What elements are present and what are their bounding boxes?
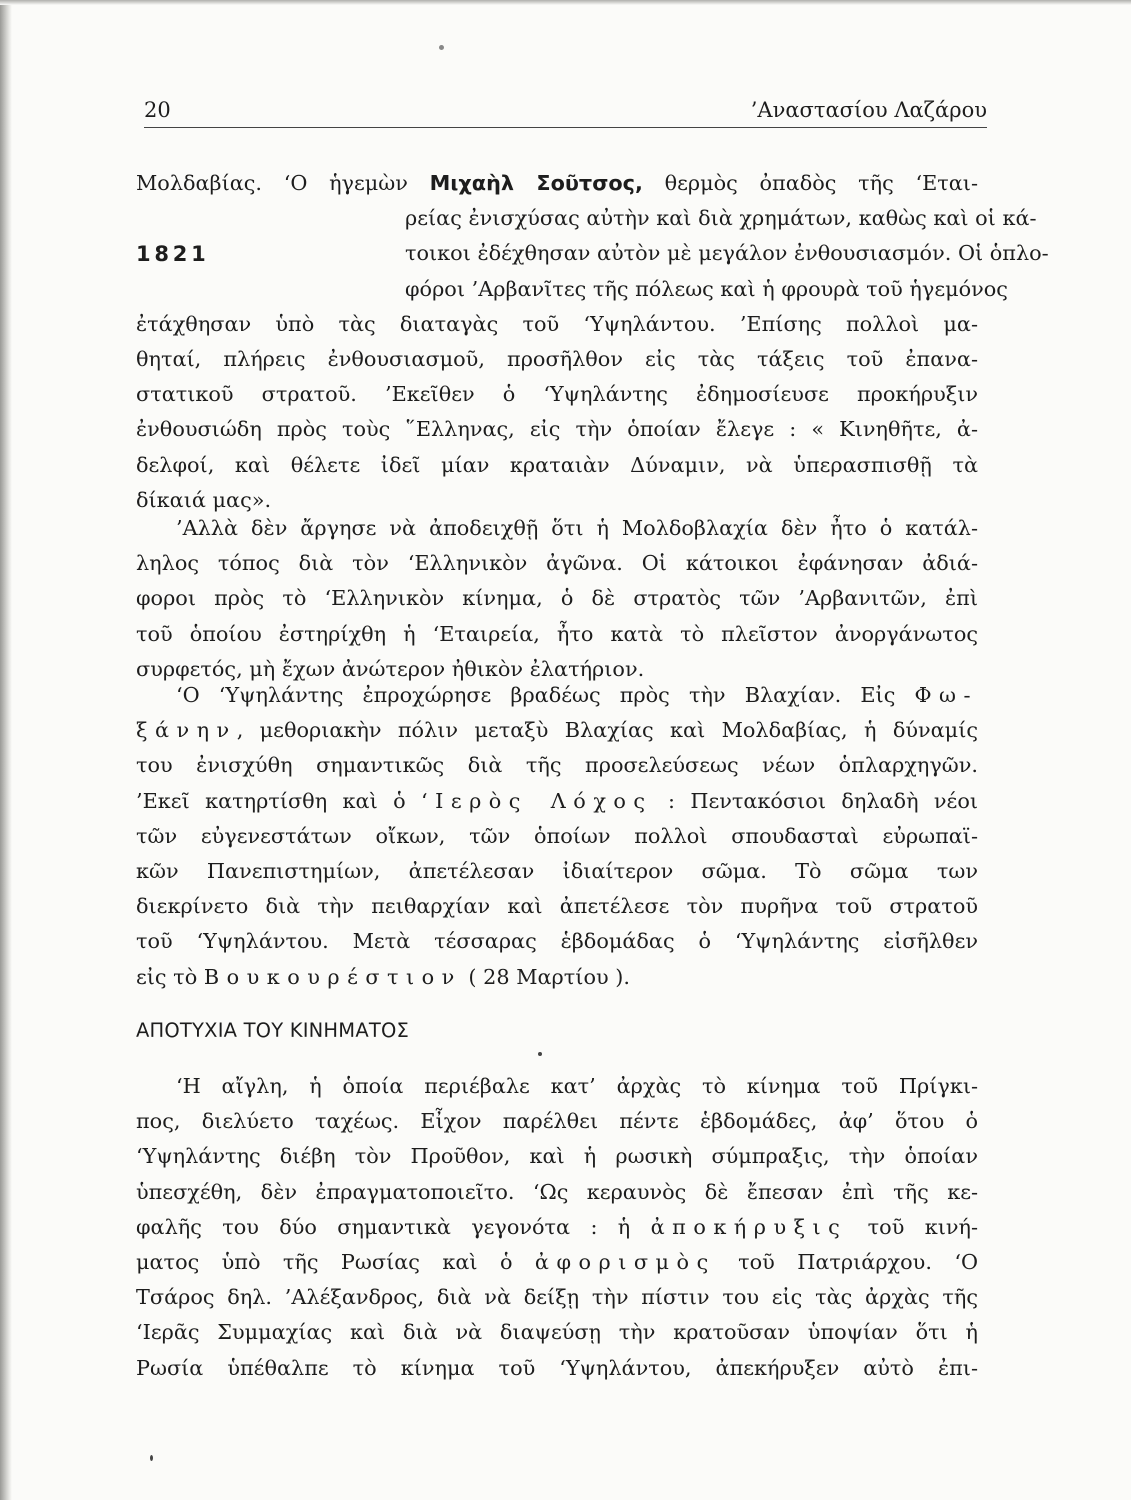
spaced-term: ἀποκήρυξις xyxy=(650,1214,848,1239)
text-line: φοροι πρὸς τὸ ‘Ελληνικὸν κίνημα, ὁ δὲ στρατὸς τῶν ’Αρβανιτῶν, ἐπὶ xyxy=(136,586,978,611)
paragraph-1 xyxy=(136,166,1049,518)
text-run: τοῦ κινή- xyxy=(847,1214,978,1239)
text-line: κῶν Πανεπιστημίων, ἀπετέλεσαν ἰδιαίτερον σῶμα. Τὸ σῶμα των xyxy=(136,858,978,883)
text-line: δελφοί, καὶ θέλετε ἰδεῖ μίαν κραταιὰν Δύναμιν, νὰ ὑπερασπισθῇ τὰ xyxy=(136,452,978,477)
text-line: δίκαιά μας». xyxy=(136,487,272,512)
text-line xyxy=(136,960,978,995)
text-run: θερμὸς ὀπαδὸς τῆς ‘Εται- xyxy=(642,171,978,195)
text-line: ἐνθουσιώδη πρὸς τοὺς ῞Ελληνας, εἰς τὴν ὁποίαν ἔλεγε : « Κινηθῆτε, ἀ- xyxy=(136,417,978,442)
text-line: πος, διελύετο ταχέως. Εἶχον παρέλθει πέντε ἑβδομάδες, ἀφ’ ὅτου ὁ xyxy=(136,1109,978,1134)
text-run: ( 28 Μαρτίου ). xyxy=(461,964,630,989)
text-run: : Πεντακόσιοι δηλαδὴ νέοι xyxy=(652,788,978,813)
text-line: τοῦ ‘Υψηλάντου. Μετὰ τέσσαρας ἑβδομάδας ὁ ‘Υψηλάντης εἰσῆλθεν xyxy=(136,929,978,954)
text-run: ‘Ο ‘Υψηλάντης ἐπροχώρησε βραδέως πρὸς τὴν Βλαχίαν. Εἰς xyxy=(176,683,915,707)
text-run: τοῦ Πατριάρχου. ‘Ο xyxy=(715,1249,979,1274)
scan-top-shadow xyxy=(0,0,1131,5)
text-line xyxy=(136,166,978,201)
paragraph-3 xyxy=(136,678,978,995)
text-line: ‘Ιερᾶς Συμμαχίας καὶ διὰ νὰ διαψεύσῃ τὴν κρατοῦσαν ὑποψίαν ὅτι ἡ xyxy=(136,1320,978,1345)
text-line: στατικοῦ στρατοῦ. ’Εκεῖθεν ὁ ‘Υψηλάντης ἐδημοσίευσε προκήρυξιν xyxy=(136,382,978,407)
scan-speck xyxy=(150,1455,153,1461)
text-line xyxy=(136,1210,978,1245)
text-line: ’Αλλὰ δὲν ἄργησε νὰ ἀποδειχθῇ ὅτι ἡ Μολδοβλαχία δὲν ἦτο ὁ κατάλ- xyxy=(176,516,978,540)
text-line: ληλος τόπος διὰ τὸν ‘Ελληνικὸν ἀγῶνα. Οἱ κάτοικοι ἐφάνησαν ἀδιά- xyxy=(136,551,978,576)
paragraph-2 xyxy=(136,511,978,687)
text-line: του ἐνισχύθη σημαντικῶς διὰ τῆς προσελεύσεως νέων ὁπλαρχηγῶν. xyxy=(136,753,978,778)
text-line: ‘Υψηλάντης διέβη τὸν Προῦθον, καὶ ἡ ρωσικὴ σύμπραξις, τὴν ὁποίαν xyxy=(136,1144,978,1169)
text-line: φόροι ’Αρβανῖτες τῆς πόλεως καὶ ἡ φρουρὰ τοῦ ἡγεμόνος xyxy=(405,276,1008,301)
text-line: ‘Η αἴγλη, ἡ ὁποία περιέβαλε κατ’ ἀρχὰς τὸ κίνημα τοῦ Πρίγκι- xyxy=(176,1074,978,1098)
text-line: ρείας ἐνισχύσας αὐτὴν καὶ διὰ χρημάτων, καθὼς καὶ οἱ κά- xyxy=(405,206,1037,231)
text-line: ὑπεσχέθη, δὲν ἐπραγματοποιεῖτο. ‘Ως κεραυνὸς δὲ ἔπεσαν ἐπὶ τῆς κε- xyxy=(136,1179,978,1204)
text-line xyxy=(136,784,978,819)
text-run: ματος ὑπὸ τῆς Ρωσίας καὶ ὁ xyxy=(136,1249,535,1274)
running-title: ’Αναστασίου Λαζάρου xyxy=(750,98,987,122)
text-line xyxy=(136,678,978,713)
text-line: θηταί, πλήρεις ἐνθουσιασμοῦ, προσῆλθον εἰς τὰς τάξεις τοῦ ἐπανα- xyxy=(136,346,978,371)
text-line: Ρωσία ὑπέθαλπε τὸ κίνημα τοῦ ‘Υψηλάντου, ἀπεκήρυξεν αὐτὸ ἐπι- xyxy=(136,1355,978,1380)
scan-speck xyxy=(439,45,444,50)
scan-speck xyxy=(538,1052,542,1056)
paragraph-4 xyxy=(136,1069,978,1386)
text-line: τοικοι ἐδέχθησαν αὐτὸν μὲ μεγάλον ἐνθουσιασμόν. Οἱ ὁπλο- xyxy=(405,241,1049,266)
spaced-place-name: ξάνην xyxy=(136,718,237,743)
text-line: ἐτάχθησαν ὑπὸ τὰς διαταγὰς τοῦ ‘Υψηλάντου. ’Επίσης πολλοὶ μα- xyxy=(136,311,978,336)
text-run: , μεθοριακὴν πόλιν μεταξὺ Βλαχίας καὶ Μολδαβίας, ἡ δύναμίς xyxy=(236,718,978,743)
spaced-term: ‘Ιερὸς Λόχος xyxy=(421,788,653,813)
bold-name: Μιχαὴλ Σοῦτσος, xyxy=(429,171,643,195)
text-line xyxy=(136,1245,978,1280)
page-number: 20 xyxy=(144,98,171,122)
page-header xyxy=(144,96,987,128)
text-line: τοῦ ὁποίου ἐστηρίχθη ἡ ‘Εταιρεία, ἦτο κατὰ τὸ πλεῖστον ἀνοργάνωτος xyxy=(136,621,978,646)
text-line: διεκρίνετο διὰ τὴν πειθαρχίαν καὶ ἀπετέλεσε τὸν πυρῆνα τοῦ στρατοῦ xyxy=(136,894,978,919)
margin-note-year: 1821 xyxy=(136,242,210,266)
section-heading: ΑΠΟΤΥΧΙΑ ΤΟΥ ΚΙΝΗΜΑΤΟΣ xyxy=(136,1019,410,1042)
text-run: Μολδαβίας. ‘Ο ἡγεμὼν xyxy=(136,171,430,195)
text-line xyxy=(136,713,978,748)
spaced-place-name: Βουκουρέστιον xyxy=(203,964,462,989)
text-line: τῶν εὐγενεστάτων οἴκων, τῶν ὁποίων πολλοὶ σπουδασταὶ εὐρωπαϊ- xyxy=(136,823,978,848)
spaced-term: ἀφορισμὸς xyxy=(534,1249,716,1274)
scan-edge-shadow xyxy=(0,0,12,1500)
text-run: φαλῆς του δύο σημαντικὰ γεγονότα : ἡ xyxy=(136,1214,651,1239)
header-rule xyxy=(144,127,987,128)
text-line: συρφετός, μὴ ἔχων ἀνώτερον ἠθικὸν ἐλατήριον. xyxy=(136,656,645,681)
text-run: εἰς τὸ xyxy=(136,964,204,989)
text-run: ’Εκεῖ κατηρτίσθη καὶ ὁ xyxy=(136,788,422,813)
text-line: Τσάρος δηλ. ’Αλέξανδρος, διὰ νὰ δείξῃ τὴν πίστιν του εἰς τὰς ἀρχὰς τῆς xyxy=(136,1285,978,1310)
spaced-place-name: Φω- xyxy=(914,683,978,707)
